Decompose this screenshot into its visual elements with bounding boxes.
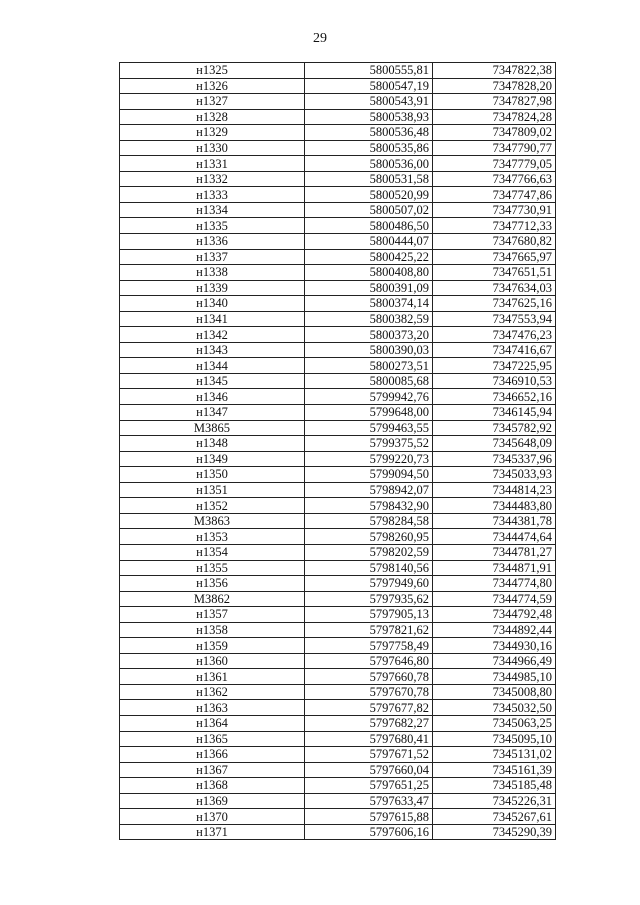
table-row <box>120 373 556 389</box>
x-coordinate-cell: 5798942,07 <box>305 482 433 498</box>
table-row <box>120 824 556 840</box>
y-coordinate-cell: 7345033,93 <box>433 467 556 483</box>
x-coordinate-cell: 5797682,27 <box>305 715 433 731</box>
y-coordinate-cell: 7347822,38 <box>433 63 556 79</box>
point-name-cell: н1327 <box>120 94 305 110</box>
point-name-cell: н1326 <box>120 78 305 94</box>
table-row <box>120 700 556 716</box>
x-coordinate-cell: 5797651,25 <box>305 778 433 794</box>
x-coordinate-cell: 5800531,58 <box>305 171 433 187</box>
point-name-cell: н1333 <box>120 187 305 203</box>
y-coordinate-cell: 7344985,10 <box>433 669 556 685</box>
y-coordinate-cell: 7347680,82 <box>433 234 556 250</box>
point-name-cell: н1340 <box>120 296 305 312</box>
point-name-cell: н1331 <box>120 156 305 172</box>
table-row <box>120 140 556 156</box>
point-name-cell: н1351 <box>120 482 305 498</box>
point-name-cell: н1346 <box>120 389 305 405</box>
table-row <box>120 762 556 778</box>
y-coordinate-cell: 7347827,98 <box>433 94 556 110</box>
x-coordinate-cell: 5800085,68 <box>305 373 433 389</box>
x-coordinate-cell: 5797660,78 <box>305 669 433 685</box>
point-name-cell: н1365 <box>120 731 305 747</box>
x-coordinate-cell: 5797935,62 <box>305 591 433 607</box>
x-coordinate-cell: 5797606,16 <box>305 824 433 840</box>
table-row <box>120 731 556 747</box>
y-coordinate-cell: 7347476,23 <box>433 327 556 343</box>
x-coordinate-cell: 5800373,20 <box>305 327 433 343</box>
y-coordinate-cell: 7347225,95 <box>433 358 556 374</box>
y-coordinate-cell: 7345226,31 <box>433 793 556 809</box>
x-coordinate-cell: 5799648,00 <box>305 405 433 421</box>
table-row <box>120 544 556 560</box>
y-coordinate-cell: 7347416,67 <box>433 342 556 358</box>
x-coordinate-cell: 5799220,73 <box>305 451 433 467</box>
x-coordinate-cell: 5797670,78 <box>305 684 433 700</box>
point-name-cell: н1367 <box>120 762 305 778</box>
x-coordinate-cell: 5800425,22 <box>305 249 433 265</box>
x-coordinate-cell: 5800382,59 <box>305 311 433 327</box>
y-coordinate-cell: 7347730,91 <box>433 202 556 218</box>
x-coordinate-cell: 5800538,93 <box>305 109 433 125</box>
table-row <box>120 436 556 452</box>
x-coordinate-cell: 5798140,56 <box>305 560 433 576</box>
y-coordinate-cell: 7344774,59 <box>433 591 556 607</box>
point-name-cell: н1357 <box>120 607 305 623</box>
y-coordinate-cell: 7347553,94 <box>433 311 556 327</box>
table-row <box>120 234 556 250</box>
table-row <box>120 482 556 498</box>
y-coordinate-cell: 7345095,10 <box>433 731 556 747</box>
point-name-cell: н1337 <box>120 249 305 265</box>
point-name-cell: н1358 <box>120 622 305 638</box>
y-coordinate-cell: 7347747,86 <box>433 187 556 203</box>
coordinates-table-body <box>120 63 556 840</box>
point-name-cell: н1366 <box>120 747 305 763</box>
point-name-cell: н1352 <box>120 498 305 514</box>
y-coordinate-cell: 7345008,80 <box>433 684 556 700</box>
y-coordinate-cell: 7347712,33 <box>433 218 556 234</box>
table-row <box>120 809 556 825</box>
y-coordinate-cell: 7345131,02 <box>433 747 556 763</box>
point-name-cell: н1354 <box>120 544 305 560</box>
point-name-cell: н1342 <box>120 327 305 343</box>
table-row <box>120 171 556 187</box>
point-name-cell: н1368 <box>120 778 305 794</box>
x-coordinate-cell: 5800543,91 <box>305 94 433 110</box>
table-row <box>120 793 556 809</box>
x-coordinate-cell: 5800486,50 <box>305 218 433 234</box>
x-coordinate-cell: 5800535,86 <box>305 140 433 156</box>
point-name-cell: н1359 <box>120 638 305 654</box>
y-coordinate-cell: 7344792,48 <box>433 607 556 623</box>
table-row <box>120 156 556 172</box>
table-row <box>120 311 556 327</box>
y-coordinate-cell: 7344892,44 <box>433 622 556 638</box>
x-coordinate-cell: 5797646,80 <box>305 653 433 669</box>
y-coordinate-cell: 7344871,91 <box>433 560 556 576</box>
point-name-cell: н1362 <box>120 684 305 700</box>
table-row <box>120 607 556 623</box>
x-coordinate-cell: 5800507,02 <box>305 202 433 218</box>
x-coordinate-cell: 5800520,99 <box>305 187 433 203</box>
y-coordinate-cell: 7344966,49 <box>433 653 556 669</box>
point-name-cell: н1338 <box>120 265 305 281</box>
x-coordinate-cell: 5800391,09 <box>305 280 433 296</box>
y-coordinate-cell: 7344930,16 <box>433 638 556 654</box>
point-name-cell: МЗ862 <box>120 591 305 607</box>
x-coordinate-cell: 5800536,48 <box>305 125 433 141</box>
y-coordinate-cell: 7345648,09 <box>433 436 556 452</box>
x-coordinate-cell: 5797677,82 <box>305 700 433 716</box>
table-row <box>120 715 556 731</box>
point-name-cell: н1330 <box>120 140 305 156</box>
y-coordinate-cell: 7347766,63 <box>433 171 556 187</box>
point-name-cell: н1355 <box>120 560 305 576</box>
x-coordinate-cell: 5798284,58 <box>305 513 433 529</box>
x-coordinate-cell: 5800547,19 <box>305 78 433 94</box>
table-row <box>120 513 556 529</box>
x-coordinate-cell: 5799463,55 <box>305 420 433 436</box>
table-row <box>120 684 556 700</box>
table-row <box>120 778 556 794</box>
table-row <box>120 420 556 436</box>
point-name-cell: н1329 <box>120 125 305 141</box>
y-coordinate-cell: 7344483,80 <box>433 498 556 514</box>
table-row <box>120 622 556 638</box>
x-coordinate-cell: 5797671,52 <box>305 747 433 763</box>
point-name-cell: н1336 <box>120 234 305 250</box>
table-row <box>120 747 556 763</box>
point-name-cell: н1370 <box>120 809 305 825</box>
table-row <box>120 202 556 218</box>
table-row <box>120 249 556 265</box>
y-coordinate-cell: 7345032,50 <box>433 700 556 716</box>
y-coordinate-cell: 7345161,39 <box>433 762 556 778</box>
x-coordinate-cell: 5799375,52 <box>305 436 433 452</box>
x-coordinate-cell: 5799094,50 <box>305 467 433 483</box>
table-row <box>120 389 556 405</box>
table-row <box>120 109 556 125</box>
x-coordinate-cell: 5797660,04 <box>305 762 433 778</box>
x-coordinate-cell: 5800374,14 <box>305 296 433 312</box>
x-coordinate-cell: 5797949,60 <box>305 576 433 592</box>
x-coordinate-cell: 5797905,13 <box>305 607 433 623</box>
table-row <box>120 265 556 281</box>
y-coordinate-cell: 7347665,97 <box>433 249 556 265</box>
point-name-cell: н1360 <box>120 653 305 669</box>
point-name-cell: н1350 <box>120 467 305 483</box>
table-row <box>120 451 556 467</box>
y-coordinate-cell: 7345185,48 <box>433 778 556 794</box>
point-name-cell: н1363 <box>120 700 305 716</box>
coordinates-table <box>119 62 556 840</box>
point-name-cell: н1339 <box>120 280 305 296</box>
point-name-cell: н1347 <box>120 405 305 421</box>
table-row <box>120 653 556 669</box>
y-coordinate-cell: 7346652,16 <box>433 389 556 405</box>
table-row <box>120 327 556 343</box>
x-coordinate-cell: 5798260,95 <box>305 529 433 545</box>
x-coordinate-cell: 5800273,51 <box>305 358 433 374</box>
point-name-cell: н1364 <box>120 715 305 731</box>
table-row <box>120 669 556 685</box>
y-coordinate-cell: 7347634,03 <box>433 280 556 296</box>
x-coordinate-cell: 5797633,47 <box>305 793 433 809</box>
y-coordinate-cell: 7345782,92 <box>433 420 556 436</box>
table-row <box>120 63 556 79</box>
page-number: 29 <box>313 31 327 46</box>
y-coordinate-cell: 7344474,64 <box>433 529 556 545</box>
table-row <box>120 560 556 576</box>
y-coordinate-cell: 7344814,23 <box>433 482 556 498</box>
x-coordinate-cell: 5798202,59 <box>305 544 433 560</box>
table-row <box>120 467 556 483</box>
table-row <box>120 218 556 234</box>
y-coordinate-cell: 7347809,02 <box>433 125 556 141</box>
table-row <box>120 78 556 94</box>
point-name-cell: н1361 <box>120 669 305 685</box>
point-name-cell: н1328 <box>120 109 305 125</box>
y-coordinate-cell: 7345267,61 <box>433 809 556 825</box>
point-name-cell: МЗ863 <box>120 513 305 529</box>
x-coordinate-cell: 5797615,88 <box>305 809 433 825</box>
point-name-cell: н1349 <box>120 451 305 467</box>
point-name-cell: н1343 <box>120 342 305 358</box>
table-row <box>120 358 556 374</box>
point-name-cell: н1332 <box>120 171 305 187</box>
table-row <box>120 638 556 654</box>
y-coordinate-cell: 7346145,94 <box>433 405 556 421</box>
point-name-cell: н1348 <box>120 436 305 452</box>
x-coordinate-cell: 5797758,49 <box>305 638 433 654</box>
y-coordinate-cell: 7344774,80 <box>433 576 556 592</box>
point-name-cell: н1344 <box>120 358 305 374</box>
point-name-cell: н1325 <box>120 63 305 79</box>
x-coordinate-cell: 5800555,81 <box>305 63 433 79</box>
table-row <box>120 125 556 141</box>
x-coordinate-cell: 5800408,80 <box>305 265 433 281</box>
table-row <box>120 342 556 358</box>
point-name-cell: МЗ865 <box>120 420 305 436</box>
point-name-cell: н1335 <box>120 218 305 234</box>
table-row <box>120 187 556 203</box>
y-coordinate-cell: 7344781,27 <box>433 544 556 560</box>
y-coordinate-cell: 7347824,28 <box>433 109 556 125</box>
x-coordinate-cell: 5797821,62 <box>305 622 433 638</box>
x-coordinate-cell: 5800444,07 <box>305 234 433 250</box>
point-name-cell: н1371 <box>120 824 305 840</box>
x-coordinate-cell: 5797680,41 <box>305 731 433 747</box>
point-name-cell: н1356 <box>120 576 305 592</box>
y-coordinate-cell: 7345337,96 <box>433 451 556 467</box>
y-coordinate-cell: 7347651,51 <box>433 265 556 281</box>
point-name-cell: н1334 <box>120 202 305 218</box>
x-coordinate-cell: 5800536,00 <box>305 156 433 172</box>
table-row <box>120 405 556 421</box>
table-row <box>120 576 556 592</box>
y-coordinate-cell: 7347828,20 <box>433 78 556 94</box>
point-name-cell: н1353 <box>120 529 305 545</box>
x-coordinate-cell: 5799942,76 <box>305 389 433 405</box>
y-coordinate-cell: 7344381,78 <box>433 513 556 529</box>
y-coordinate-cell: 7347779,05 <box>433 156 556 172</box>
y-coordinate-cell: 7345063,25 <box>433 715 556 731</box>
table-row <box>120 296 556 312</box>
y-coordinate-cell: 7347790,77 <box>433 140 556 156</box>
point-name-cell: н1345 <box>120 373 305 389</box>
x-coordinate-cell: 5798432,90 <box>305 498 433 514</box>
y-coordinate-cell: 7346910,53 <box>433 373 556 389</box>
point-name-cell: н1341 <box>120 311 305 327</box>
table-row <box>120 280 556 296</box>
y-coordinate-cell: 7347625,16 <box>433 296 556 312</box>
table-row <box>120 94 556 110</box>
table-row <box>120 498 556 514</box>
table-row <box>120 591 556 607</box>
y-coordinate-cell: 7345290,39 <box>433 824 556 840</box>
x-coordinate-cell: 5800390,03 <box>305 342 433 358</box>
table-row <box>120 529 556 545</box>
point-name-cell: н1369 <box>120 793 305 809</box>
